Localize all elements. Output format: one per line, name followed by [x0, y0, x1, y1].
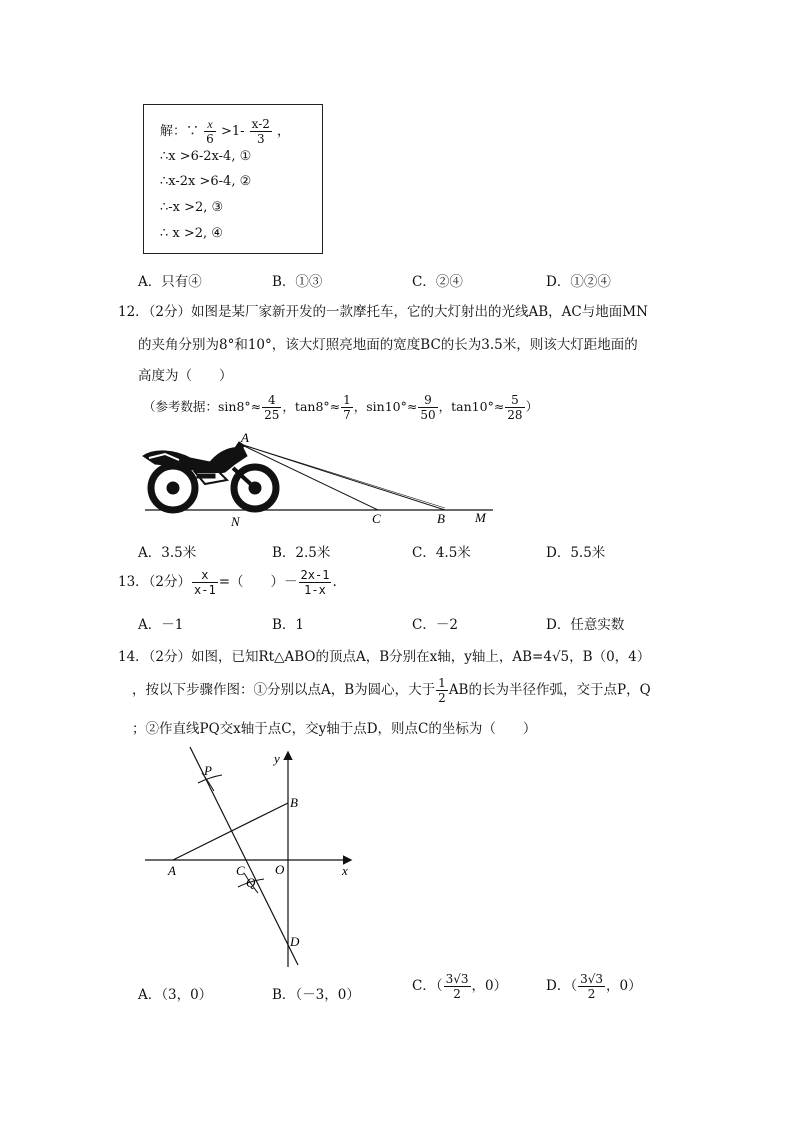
ref-suffix: ）	[525, 399, 539, 414]
q14-option-d[interactable]	[546, 972, 642, 1001]
frac-num: 3√3	[445, 972, 469, 986]
q13-suffix: .	[332, 574, 337, 590]
label-p: P	[204, 763, 212, 778]
q11-option-b[interactable]: B．①③	[272, 274, 323, 290]
fraction-2x-1-over-1-x	[299, 568, 332, 597]
fraction-sin10	[418, 393, 437, 422]
sol-mid: >1-	[220, 124, 245, 139]
ref-tan10-label: ，tan10°≈	[438, 399, 505, 414]
label-a-fig: A	[168, 863, 176, 878]
label-y: y	[274, 751, 280, 766]
label-q: Q	[246, 875, 256, 890]
q12-option-a[interactable]: A．3.5米	[138, 545, 197, 561]
label-b: B	[437, 511, 445, 526]
fraction-sin8	[262, 393, 281, 422]
solution-line-1	[160, 117, 290, 146]
fraction-x-over-x-1	[192, 568, 218, 597]
q14-line-3: ；②作直线PQ交x轴于点C，交y轴于点D，则点C的坐标为（ ）	[132, 721, 537, 737]
frac-num: 4	[262, 393, 281, 408]
ray-ac	[240, 444, 378, 510]
q12-option-c[interactable]: C．4.5米	[412, 545, 471, 561]
q14-option-a[interactable]: A．（3，0）	[138, 987, 213, 1003]
ref-prefix: （参考数据：sin8°≈	[143, 399, 262, 414]
fraction-3root3-over-2	[444, 972, 471, 1001]
q11-option-c[interactable]: C．②④	[412, 274, 463, 290]
ref-tan8-label: ，tan8°≈	[282, 399, 341, 414]
frac-den: 7	[343, 408, 351, 422]
label-x: x	[342, 863, 348, 878]
frac-num: x-2	[251, 117, 270, 131]
solution-line-2: ∴x >6-2x-4, ①	[160, 149, 252, 164]
q12-option-d[interactable]: D．5.5米	[546, 545, 606, 561]
frac-den: 50	[420, 408, 436, 422]
frac-den: 6	[206, 132, 214, 146]
q14-option-c-post: ，0）	[471, 978, 508, 994]
frac-num: 5	[505, 393, 524, 408]
label-d: D	[290, 934, 300, 949]
label-m: M	[475, 510, 486, 525]
q13-prefix: 13．（2分）	[118, 574, 192, 590]
q14-line-2	[132, 676, 651, 705]
frac-num: 1	[343, 393, 351, 407]
q12-option-b[interactable]: B．2.5米	[272, 545, 331, 561]
label-b-fig: B	[290, 795, 298, 810]
q12-reference-data	[143, 393, 538, 422]
label-o: O	[275, 862, 285, 877]
solution-line-4: ∴-x >2, ③	[160, 200, 224, 215]
frac-den: 2	[587, 987, 596, 1001]
fraction-x-over-6	[204, 117, 216, 146]
label-n: N	[231, 514, 240, 529]
solution-line-3: ∴x-2x >6-4, ②	[160, 174, 252, 189]
frac-den: 3	[256, 132, 265, 146]
label-a: A	[241, 430, 249, 445]
label-c-fig: C	[236, 863, 245, 878]
label-c: C	[372, 511, 381, 526]
q14-line-1: 14．（2分）如图，已知Rt△ABO的顶点A，B分别在x轴，y轴上，AB=4√5，B（0，4）	[118, 649, 651, 665]
frac-num: x	[204, 117, 216, 132]
frac-den: 28	[507, 408, 523, 422]
fraction-tan10	[505, 393, 524, 422]
q14-option-d-post: ，0）	[606, 978, 642, 994]
solution-line-5: ∴ x >2, ④	[160, 226, 223, 241]
q12-line-3: 高度为（ ）	[138, 368, 233, 384]
frac-den: 1-x	[304, 583, 326, 597]
q11-option-d[interactable]: D．①②④	[546, 274, 611, 290]
frac-den: 25	[264, 408, 280, 422]
q14-line-2-post: AB的长为半径作弧，交于点P，Q	[448, 682, 651, 698]
frac-den: 2	[438, 691, 446, 705]
q13-middle: =（ ）－	[218, 574, 298, 590]
fraction-one-half	[436, 676, 448, 705]
q14-option-b[interactable]: B．（－3，0）	[272, 987, 360, 1003]
frac-num: x	[192, 568, 218, 583]
coordinate-figure	[140, 745, 360, 970]
frac-den: x-1	[194, 583, 216, 597]
q13-option-d[interactable]: D．任意实数	[546, 617, 625, 633]
q14-line-2-pre: ，按以下步骤作图：①分别以点A，B为圆心，大于	[132, 682, 436, 698]
frac-num: 2x-1	[300, 568, 330, 582]
q14-option-c[interactable]	[412, 972, 507, 1001]
frac-num: 1	[438, 676, 446, 690]
fraction-x2-over-3	[250, 117, 272, 146]
frac-num: 3√3	[580, 972, 603, 986]
q14-option-c-pre: C．（	[412, 978, 443, 994]
q12-line-1: 12．（2分）如图是某厂家新开发的一款摩托车，它的大灯射出的光线AB，AC与地面MN	[118, 304, 648, 320]
sol-end: ，	[277, 124, 291, 139]
q12-line-2: 的夹角分别为8°和10°，该大灯照亮地面的宽度BC的长为3.5米，则该大灯距地面的	[138, 337, 638, 353]
fraction-3root3-over-2	[578, 972, 605, 1001]
q13-option-c[interactable]: C．－2	[412, 617, 458, 633]
q11-option-a[interactable]: A．只有④	[138, 274, 202, 290]
sol-prefix: 解：∵	[160, 124, 200, 139]
solution-box	[143, 104, 323, 254]
fraction-tan8	[341, 393, 353, 422]
frac-den: 2	[453, 987, 461, 1001]
motorcycle-figure	[135, 428, 500, 530]
frac-num: 9	[418, 393, 437, 408]
q14-option-d-pre: D．（	[546, 978, 578, 994]
q13-option-b[interactable]: B．1	[272, 617, 305, 633]
q13-stem	[118, 568, 337, 597]
segment-ab	[173, 803, 288, 860]
ref-sin10-label: ，sin10°≈	[353, 399, 418, 414]
q13-option-a[interactable]: A．－1	[138, 617, 184, 633]
